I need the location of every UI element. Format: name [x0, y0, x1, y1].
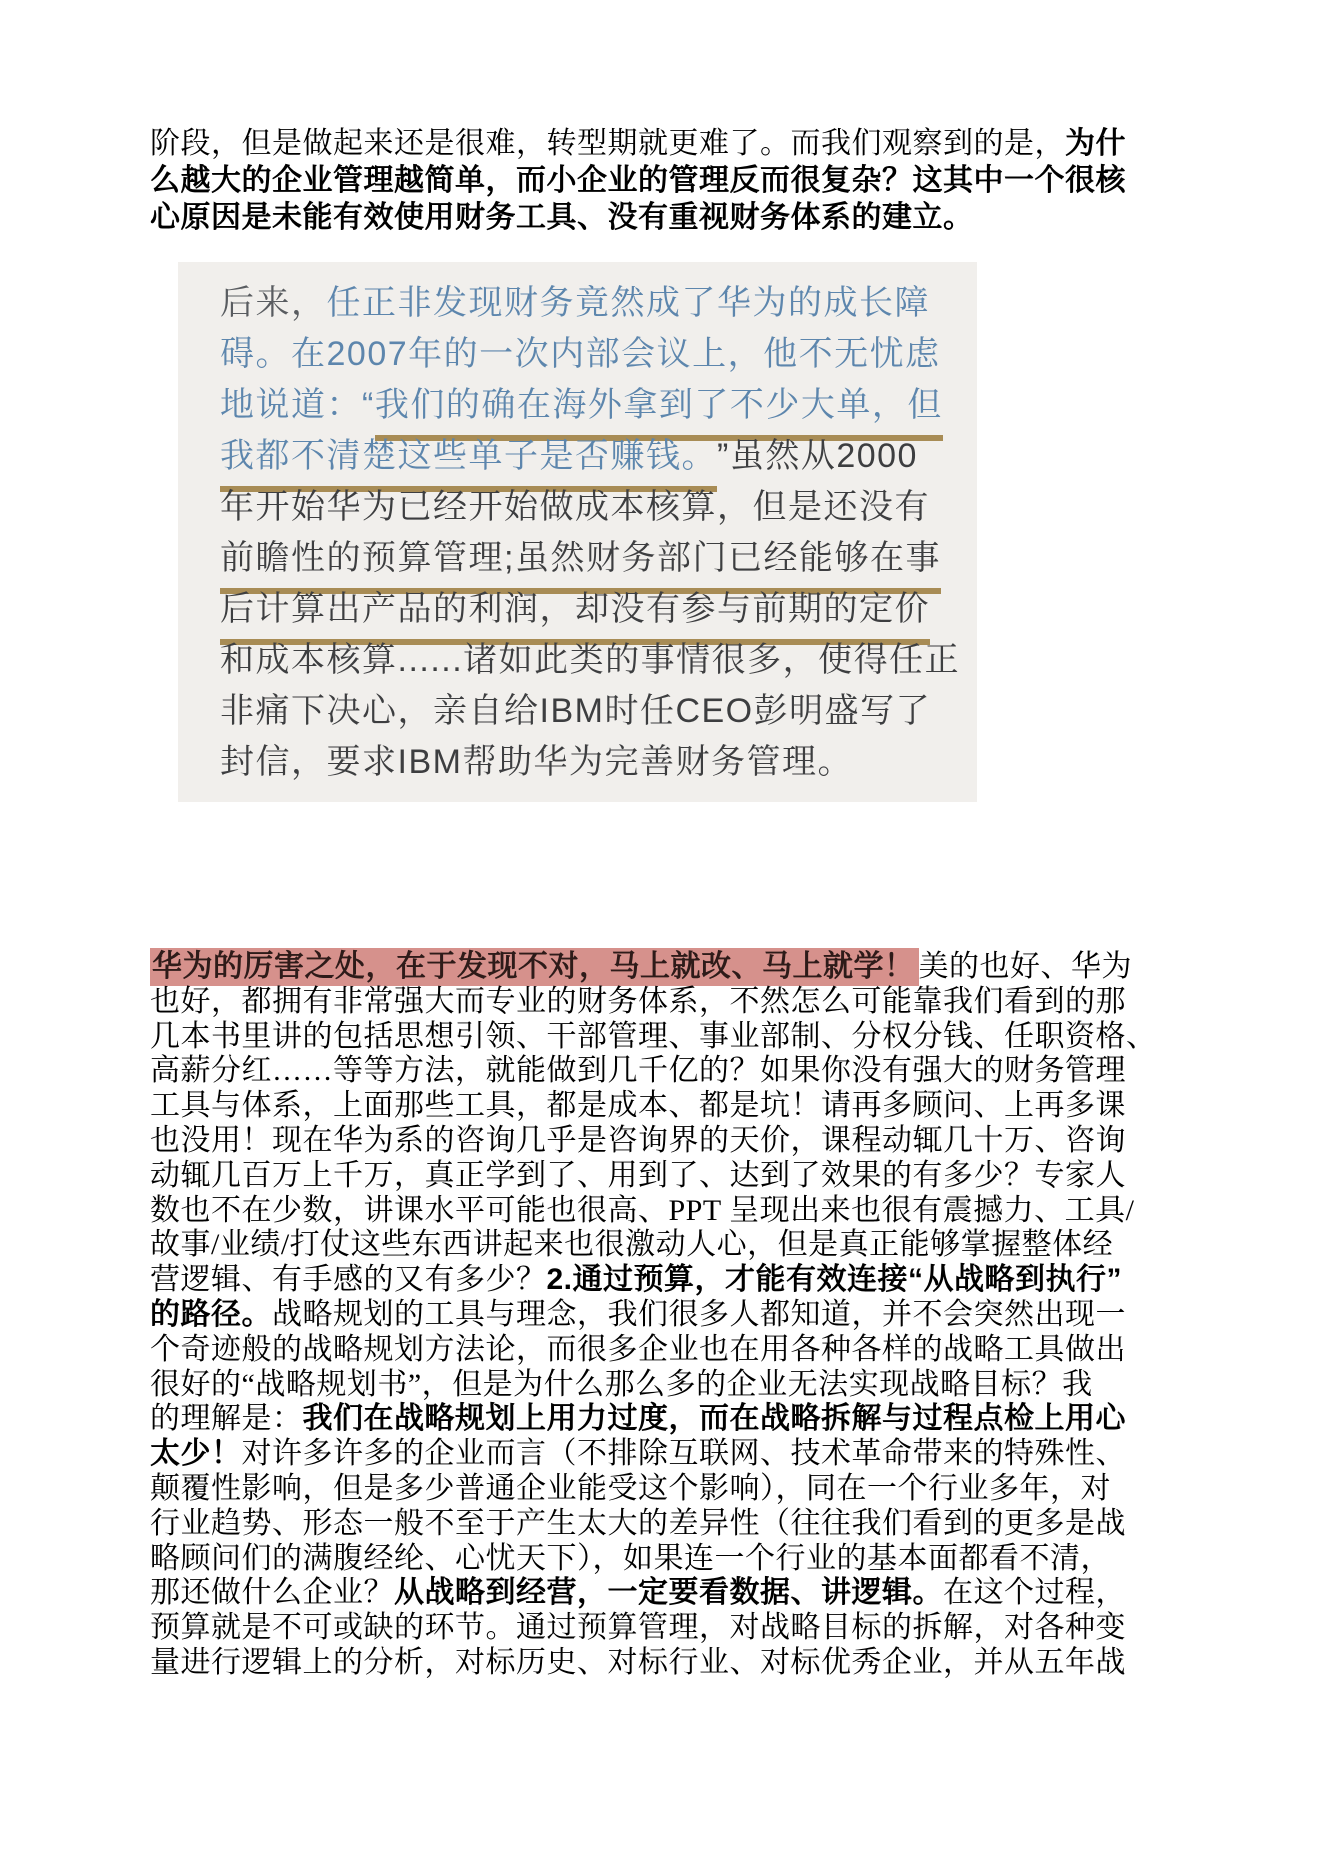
- text-line: [150, 1507, 1190, 1542]
- text-line: [150, 1054, 1190, 1089]
- text-line: [220, 380, 977, 431]
- text-run: 那还做什么企业？: [150, 1576, 394, 1610]
- text-run: 个奇迹般的战略规划方法论，而很多企业也在用各种各样的战略工具做出: [150, 1332, 1126, 1366]
- text-line: [150, 1159, 1190, 1194]
- text-line: [150, 1020, 1190, 1055]
- text-run: 和成本核算......诸如此类的事情很多，使得任正: [220, 641, 961, 679]
- text-run: 后计算出产品的利润，却没有参与前期的定价: [220, 584, 930, 645]
- text-run: 碍。在2007年的一次内部会议上，他不无忧虑: [220, 335, 941, 373]
- text-line: [150, 1194, 1190, 1229]
- text-run: 我都不清楚这些单子是否赚钱。: [220, 431, 717, 492]
- text-run: 阶段，但是做起来还是很难，转型期就更难了。而我们观察到的是，: [150, 127, 1065, 160]
- text-run: 故事/业绩/打仗这些东西讲起来也很激动人心，但是真正能够掌握整体经: [150, 1228, 1114, 1262]
- text-line: [150, 1542, 1190, 1577]
- body-paragraph: [150, 950, 1190, 1681]
- text-run: 2.通过预算，才能有效连接“从战略到执行”: [546, 1263, 1123, 1297]
- text-run: 前瞻性的预算管理;虽然财务部门已经能够在事: [220, 533, 941, 594]
- text-line: [220, 278, 977, 329]
- text-run: 很好的“战略规划书”，但是为什么那么多的企业无法实现战略目标？我: [150, 1367, 1093, 1401]
- text-line: [220, 533, 977, 584]
- text-run: 也好，都拥有非常强大而专业的财务体系，不然怎么可能靠我们看到的那: [150, 984, 1126, 1018]
- text-line: [150, 985, 1190, 1020]
- text-line: [150, 1576, 1190, 1611]
- text-line: [150, 950, 1190, 985]
- text-run: ”虽然从2000: [717, 437, 918, 475]
- text-run: 营逻辑、有手感的又有多少？: [150, 1263, 547, 1297]
- text-line: [150, 1402, 1190, 1437]
- text-run: 的理解是：: [150, 1402, 303, 1436]
- text-run: 华为的厉害之处，在于发现不对，马上就改、马上就学！: [150, 948, 919, 986]
- text-line: [220, 737, 977, 788]
- text-line: [150, 1298, 1190, 1333]
- text-line: [220, 431, 977, 482]
- text-run: 我们在战略规划上用力过度，而在战略拆解与过程点检上用心: [302, 1402, 1126, 1436]
- text-line: [220, 329, 977, 380]
- text-run: 对许多许多的企业而言（不排除互联网、技术革命带来的特殊性、: [241, 1437, 1126, 1471]
- text-line: [150, 162, 1190, 199]
- text-run: 在这个过程，: [943, 1576, 1126, 1610]
- text-run: 略顾问们的满腹经纶、心忧天下），如果连一个行业的基本面都看不清，: [150, 1541, 1111, 1575]
- quoted-screenshot: [178, 262, 977, 802]
- text-run: 心原因是未能有效使用财务工具、没有重视财务体系的建立。: [150, 201, 974, 234]
- text-line: [150, 1124, 1190, 1159]
- text-run: 我们的确在海外拿到了不少大单，但: [375, 380, 943, 441]
- text-run: 战略规划的工具与理念，我们很多人都知道，并不会突然出现一: [272, 1297, 1126, 1331]
- text-line: [150, 1472, 1190, 1507]
- text-run: 数也不在少数，讲课水平可能也很高、PPT 呈现出来也很有震撼力、工具/: [150, 1193, 1135, 1227]
- text-run: 高薪分红……等等方法，就能做到几千亿的？如果你没有强大的财务管理: [150, 1054, 1126, 1088]
- page-content: [150, 0, 1190, 1681]
- text-line: [150, 1646, 1190, 1681]
- text-line: [150, 1228, 1190, 1263]
- text-run: 量进行逻辑上的分析，对标历史、对标行业、对标优秀企业，并从五年战: [150, 1645, 1126, 1679]
- text-line: [220, 482, 977, 533]
- text-run: 几本书里讲的包括思想引领、干部管理、事业部制、分权分钱、任职资格、: [150, 1019, 1157, 1053]
- text-run: 工具与体系，上面那些工具，都是成本、都是坑！请再多顾问、上再多课: [150, 1089, 1126, 1123]
- text-line: [220, 635, 977, 686]
- intro-paragraph: [150, 0, 1190, 236]
- text-run: 的路径。: [150, 1297, 272, 1331]
- text-line: [150, 1333, 1190, 1368]
- text-run: 非痛下决心，亲自给IBM时任CEO彭明盛写了: [220, 692, 932, 730]
- text-run: 动辄几百万上千万，真正学到了、用到了、达到了效果的有多少？专家人: [150, 1158, 1126, 1192]
- text-line: [150, 125, 1190, 162]
- text-line: [220, 686, 977, 737]
- text-run: 美的也好、华为: [918, 950, 1132, 983]
- text-run: 也没用！现在华为系的咨询几乎是咨询界的天价，课程动辄几十万、咨询: [150, 1123, 1126, 1157]
- text-line: [150, 1263, 1190, 1298]
- text-run: 任正非发现财务竟然成了华为的成长障: [326, 284, 930, 322]
- text-run: 么越大的企业管理越简单，而小企业的管理反而很复杂？这其中一个很核: [150, 164, 1126, 197]
- text-line: [220, 584, 977, 635]
- text-run: 封信，要求IBM帮助华为完善财务管理。: [220, 743, 853, 781]
- text-run: 为什: [1065, 127, 1126, 160]
- text-line: [150, 199, 1190, 236]
- text-run: 从战略到经营，一定要看数据、讲逻辑。: [394, 1576, 943, 1610]
- text-run: 地说道：“: [220, 386, 375, 424]
- text-run: 年开始华为已经开始做成本核算，但是还没有: [220, 488, 930, 526]
- text-run: 后来，: [220, 284, 327, 322]
- text-run: 颠覆性影响，但是多少普通企业能受这个影响），同在一个行业多年，对: [150, 1471, 1111, 1505]
- text-run: 预算就是不可或缺的环节。通过预算管理，对战略目标的拆解，对各种变: [150, 1611, 1126, 1645]
- text-line: [150, 1437, 1190, 1472]
- text-run: 太少！: [150, 1437, 242, 1471]
- text-line: [150, 1368, 1190, 1403]
- text-line: [150, 1611, 1190, 1646]
- text-line: [150, 1089, 1190, 1124]
- text-run: 行业趋势、形态一般不至于产生太大的差异性（往往我们看到的更多是战: [150, 1506, 1126, 1540]
